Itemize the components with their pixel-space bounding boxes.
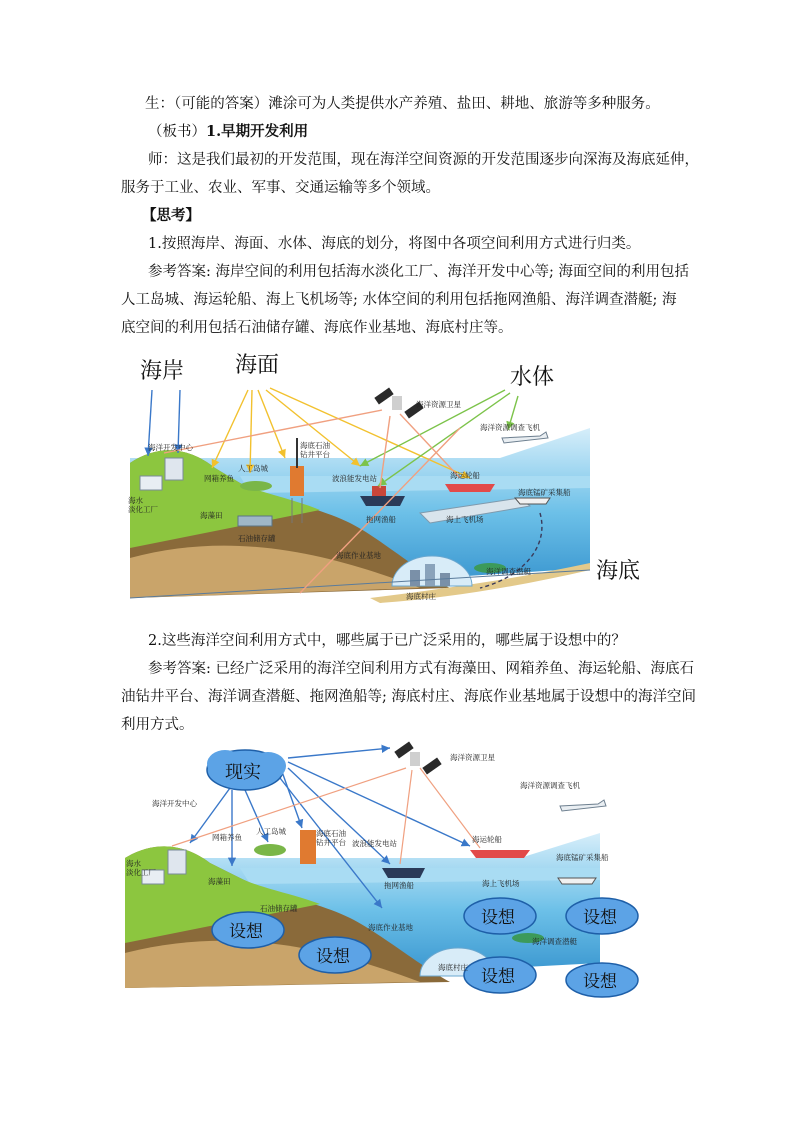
cargo-ship: [470, 850, 530, 858]
lbl-oil-tank: 石油储存罐: [260, 904, 298, 913]
lbl-satellite: 海洋资源卫星: [450, 753, 495, 762]
lbl-desal-2: 淡化工厂: [128, 505, 158, 514]
answer-1-line-3: 底空间的利用包括石油储存罐、海底作业基地、海底村庄等。: [121, 320, 513, 336]
arrow-surface-1: [212, 390, 248, 468]
answer-line-1: 生：（可能的答案）滩涂可为人类提供水产养殖、盐田、耕地、旅游等多种服务。: [145, 96, 660, 112]
cat-surface: 海面: [235, 353, 280, 378]
idea-label-3: 设想: [481, 908, 515, 928]
arrow-real-4: [280, 766, 302, 828]
lbl-seaweed: 海藻田: [200, 511, 223, 520]
lbl-oil-tank: 石油储存罐: [238, 534, 276, 543]
lbl-wave-power: 波浪能发电站: [332, 474, 377, 483]
lbl-mining-ship: 海底锰矿采集船: [518, 488, 571, 497]
lbl-desal-2: 淡化工厂: [126, 868, 156, 877]
trawler-ship: [360, 496, 405, 506]
lbl-trawler: 拖网渔船: [384, 881, 414, 890]
board-note-prefix: （板书）: [148, 124, 206, 140]
lbl-net-fish: 网箱养鱼: [204, 474, 234, 483]
answer-2-line-3: 利用方式。: [121, 717, 194, 733]
dev-center-building: [165, 458, 183, 480]
arrow-sat-1: [164, 410, 382, 453]
lbl-dev-center: 海洋开发中心: [148, 443, 193, 452]
answer-1-line-1: 参考答案: 海岸空间的利用包括海水淡化工厂、海洋开发中心等; 海面空间的利用包括: [148, 264, 689, 280]
sat-line-1: [172, 768, 406, 846]
cat-water: 水体: [510, 365, 555, 390]
lbl-wave-power: 波浪能发电站: [352, 839, 397, 848]
lbl-oil-rig-2: 钻井平台: [316, 838, 346, 847]
idea-label-2: 设想: [316, 947, 350, 967]
lbl-plane: 海洋资源调查飞机: [480, 423, 540, 432]
lbl-satellite: 海洋资源卫星: [416, 400, 461, 409]
island-city: [240, 481, 272, 491]
lbl-submarine: 海洋调查潜艇: [486, 567, 531, 576]
arrow-real-7: [288, 748, 390, 758]
lbl-oil-rig-2: 钻井平台: [300, 450, 330, 459]
figure-2-reality-vs-idea: [120, 738, 660, 998]
cloud-idea-4: [566, 898, 638, 934]
dev-center-building: [168, 850, 186, 874]
lbl-oil-rig-1: 海底石油: [316, 829, 346, 838]
idea-label-6: 设想: [583, 972, 617, 992]
sat-line-2: [400, 770, 412, 864]
lbl-airport: 海上飞机场: [446, 515, 484, 524]
lbl-work-base: 海底作业基地: [336, 551, 381, 560]
mining-ship: [558, 878, 596, 884]
figure-1-ocean-space: [120, 348, 680, 610]
trawler-ship: [382, 868, 425, 878]
teacher-line-2: 服务于工业、农业、军事、交通运输等多个领域。: [121, 180, 440, 196]
plane-icon: [560, 800, 606, 811]
lbl-work-base: 海底作业基地: [368, 923, 413, 932]
teacher-line-1: 师：这是我们最初的开发范围，现在海洋空间资源的开发范围逐步向深海及海底延伸，: [148, 152, 699, 168]
idea-label-1: 设想: [229, 922, 263, 942]
idea-label-4: 设想: [583, 908, 617, 928]
board-note-title: 1.早期开发利用: [206, 123, 309, 140]
lbl-mining-ship: 海底锰矿采集船: [556, 853, 609, 862]
desal-plant: [140, 476, 162, 490]
answer-2-line-2: 油钻井平台、海洋调查潜艇、拖网渔船等; 海底村庄、海底作业基地属于设想中的海洋空间: [121, 689, 696, 705]
lbl-plane: 海洋资源调查飞机: [520, 781, 580, 790]
lbl-island-city: 人工岛城: [256, 827, 286, 836]
cloud-idea-6: [566, 963, 638, 997]
mining-ship: [515, 498, 550, 504]
lbl-seaweed: 海藻田: [208, 877, 231, 886]
arrow-surface-3: [258, 390, 285, 458]
cargo-ship: [445, 484, 495, 492]
cat-seabed: 海底: [596, 559, 641, 584]
board-note: [148, 122, 308, 142]
lbl-cargo-ship: 海运轮船: [472, 835, 502, 844]
reality-label: 现实: [225, 762, 261, 783]
cloud-idea-1: [212, 912, 284, 948]
island-city: [254, 844, 286, 856]
oil-rig: [300, 830, 316, 864]
cloud-idea-3: [464, 898, 536, 934]
cloud-idea-2: [299, 937, 371, 973]
oil-rig: [290, 466, 304, 496]
cloud-reality: [207, 750, 286, 790]
lbl-net-fish: 网箱养鱼: [212, 833, 242, 842]
lbl-submarine: 海洋调查潜艇: [532, 937, 577, 946]
idea-label-5: 设想: [481, 967, 515, 987]
answer-1-line-2: 人工岛城、海运轮船、海上飞机场等; 水体空间的利用包括拖网渔船、海洋调查潜艇; 海: [121, 292, 677, 308]
lbl-village: 海底村庄: [406, 592, 436, 601]
lbl-desal-1: 海水: [128, 496, 143, 505]
lbl-oil-rig-1: 海底石油: [300, 441, 330, 450]
oil-tanks: [238, 516, 272, 526]
lbl-airport: 海上飞机场: [482, 879, 520, 888]
lbl-island-city: 人工岛城: [238, 464, 268, 473]
lbl-desal-1: 海水: [126, 859, 141, 868]
question-2: 2.这些海洋空间利用方式中，哪些属于已广泛采用的，哪些属于设想中的？: [148, 633, 626, 649]
lbl-cargo-ship: 海运轮船: [450, 471, 480, 480]
cat-coast: 海岸: [140, 359, 185, 384]
lbl-trawler: 拖网渔船: [366, 515, 396, 524]
lbl-dev-center: 海洋开发中心: [152, 799, 197, 808]
cloud-idea-5: [464, 957, 536, 993]
think-heading: 【思考】: [142, 207, 200, 224]
lbl-village: 海底村庄: [438, 963, 468, 972]
plane-icon: [502, 432, 548, 443]
answer-2-line-1: 参考答案: 已经广泛采用的海洋空间利用方式有海藻田、网箱养鱼、海运轮船、海底石: [148, 661, 694, 677]
question-1: 1.按照海岸、海面、水体、海底的划分，将图中各项空间利用方式进行归类。: [148, 236, 641, 252]
